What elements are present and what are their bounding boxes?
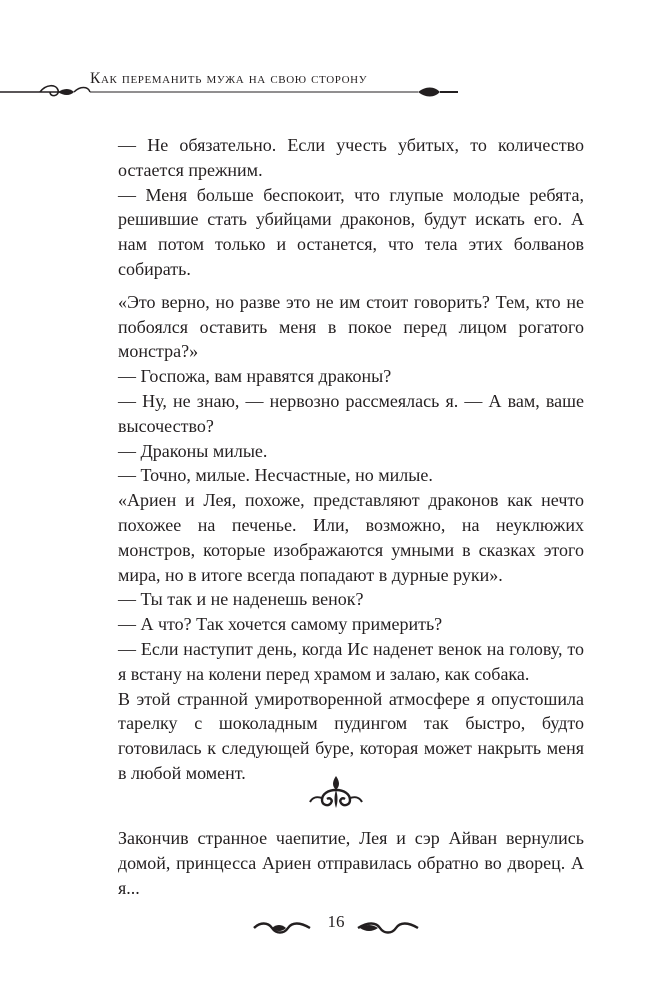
page-footer — [0, 912, 651, 942]
paragraph: «Ариен и Лея, похоже, представляют драконов как нечто похожее на печенье. Или, возможно, на неуклюжих монстров, которые изображаются умными в сказках этого мира, но в итоге всегда попадают в дурные руки». — [118, 490, 584, 585]
fleuron-icon — [306, 772, 366, 812]
paragraph: — Ну, не знаю, — нервозно рассмеялась я. — А вам, ваше высочество? — [118, 390, 584, 436]
paragraph: — Ты так и не наденешь венок? — [118, 589, 364, 610]
after-divider-text — [118, 826, 584, 900]
paragraph: — А что? Так хочется самому примерить? — [118, 614, 443, 635]
main-text — [118, 133, 584, 786]
paragraph: — Не обязательно. Если учесть убитых, то количество остается прежним. — [118, 135, 584, 180]
paragraph: «Это верно, но разве это не им стоит говорить? Тем, кто не побоялся оставить меня в покое перед лицом рогатого монстра?» — [118, 291, 584, 362]
running-header — [0, 62, 651, 106]
footer-left-flourish-icon — [252, 918, 312, 936]
running-header-title: Как переманить мужа на свою сторону — [90, 70, 368, 87]
page-number: 16 — [327, 912, 345, 931]
paragraph: Закончив странное чаепитие, Лея и сэр Айван вернулись домой, принцесса Ариен отправилась обратно во дворец. А я... — [118, 828, 584, 898]
paragraph: В этой странной умиротворенной атмосфере я опустошила тарелку с шоколадным пудингом так быстро, будто готовилась к следующей буре, которая может накрыть меня в любой момент. — [118, 688, 584, 783]
paragraph: — Драконы милые. — [118, 440, 268, 461]
section-divider — [306, 772, 366, 817]
paragraph: — Если наступит день, когда Ис наденет венок на голову, то я встану на колени перед храмом и залаю, как собака. — [118, 638, 584, 684]
paragraph: — Точно, милые. Несчастные, но милые. — [118, 465, 433, 486]
paragraph: — Госпожа, вам нравятся драконы? — [118, 366, 392, 387]
paragraph: — Меня больше беспокоит, что глупые молодые ребята, решившие стать убийцами драконов, будут искать его. А нам потом только и останется, что тела этих болванов собирать. — [118, 184, 584, 279]
footer-right-flourish-icon — [356, 918, 420, 936]
